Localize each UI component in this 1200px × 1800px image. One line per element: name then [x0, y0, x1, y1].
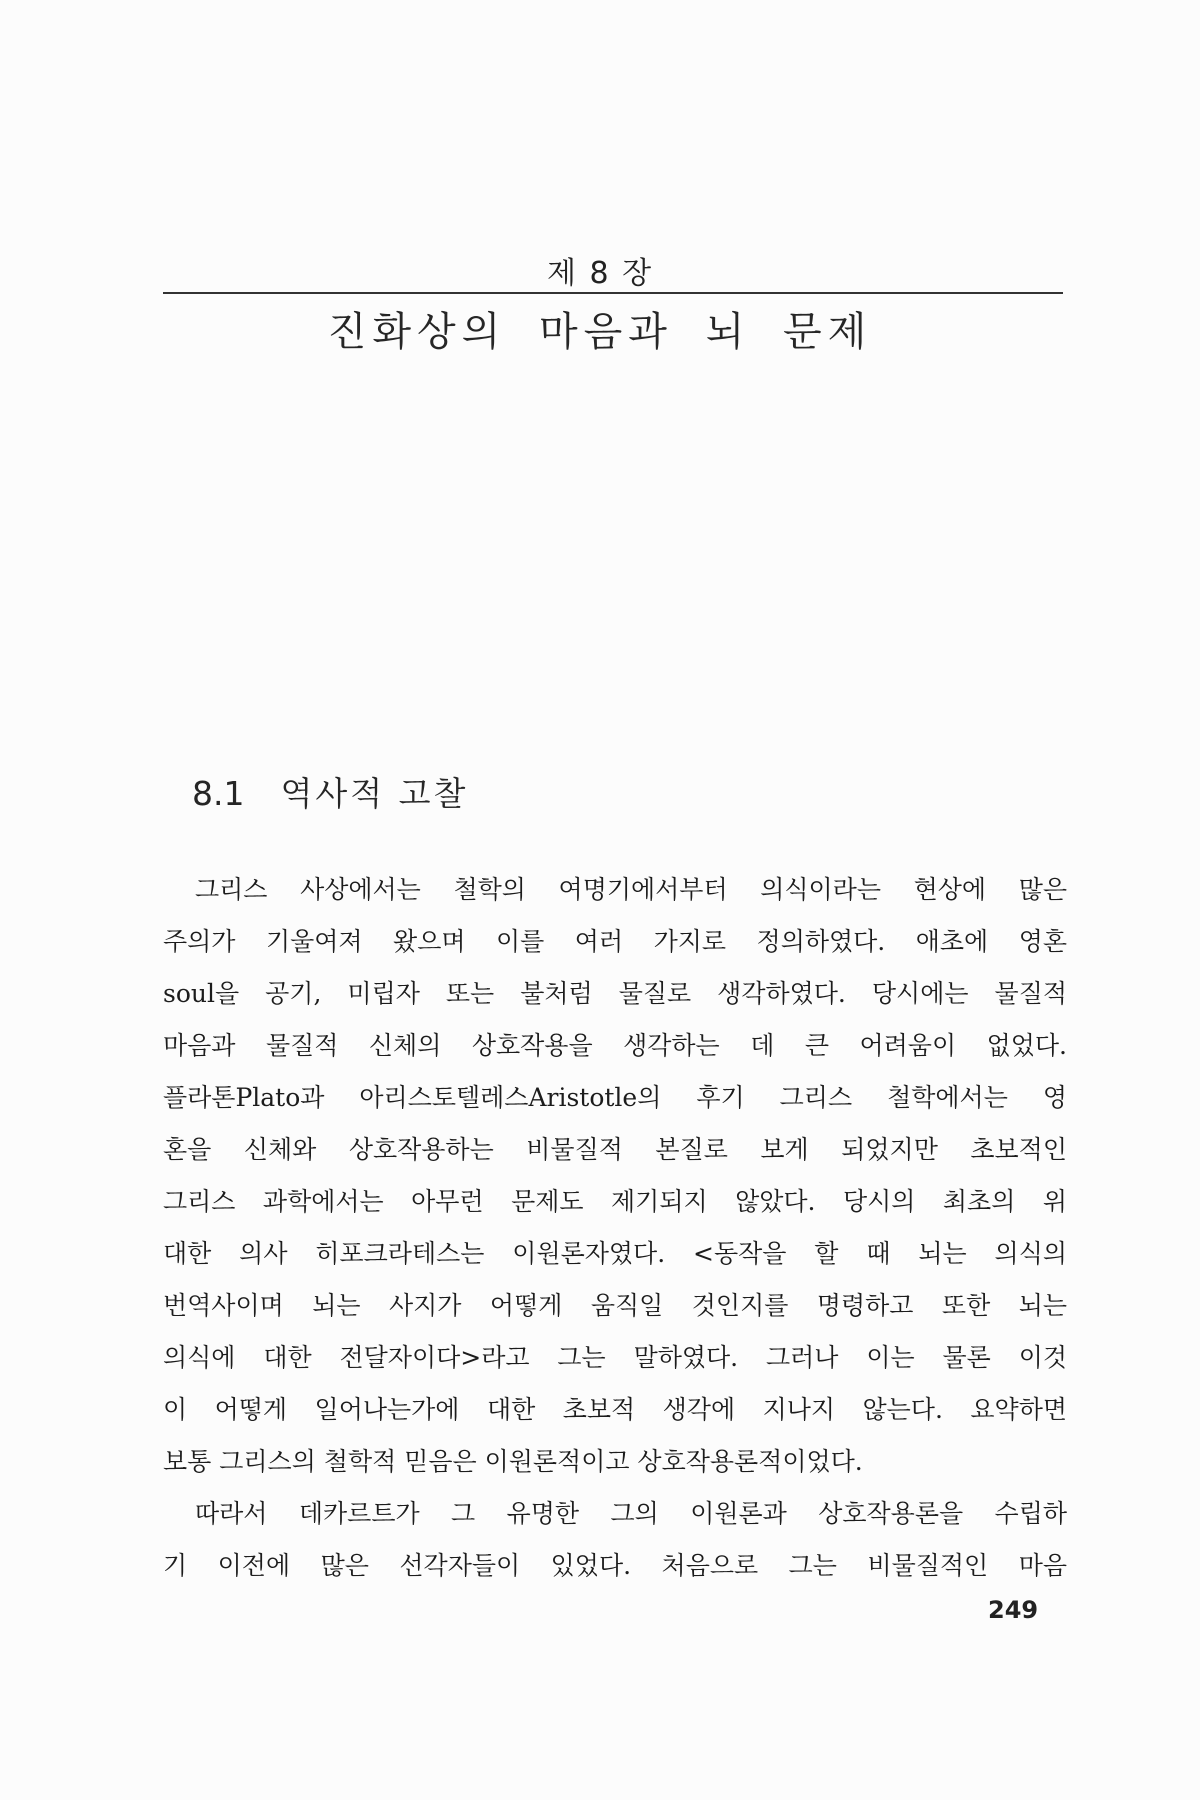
page-number: 249 — [988, 1596, 1039, 1624]
text-line: 마음과 물질적 신체의 상호작용을 생각하는 데 큰 어려움이 없었다. — [163, 1031, 1067, 1060]
chapter-label: 제 8 장 — [546, 256, 654, 291]
text-line: 보통 그리스의 철학적 믿음은 이원론적이고 상호작용론적이었다. — [163, 1447, 863, 1476]
text-line: 대한 의사 히포크라테스는 이원론자였다. <동작을 할 때 뇌는 의식의 — [163, 1239, 1067, 1268]
text-line: 플라톤Plato과 아리스토텔레스Aristotle의 후기 그리스 철학에서는 영 — [163, 1083, 1067, 1112]
text-line: 의식에 대한 전달자이다>라고 그는 말하였다. 그러나 이는 물론 이것 — [163, 1343, 1067, 1372]
section-heading — [192, 768, 468, 815]
text-line: 그리스 사상에서는 철학의 여명기에서부터 의식이라는 현상에 많은 — [195, 875, 1067, 904]
text-line: 따라서 데카르트가 그 유명한 그의 이원론과 상호작용론을 수립하 — [195, 1499, 1067, 1528]
text-line: 기 이전에 많은 선각자들이 있었다. 처음으로 그는 비물질적인 마음 — [163, 1551, 1067, 1580]
text-line: 혼을 신체와 상호작용하는 비물질적 본질로 보게 되었지만 초보적인 — [163, 1135, 1067, 1164]
text-line: soul을 공기, 미립자 또는 불처럼 물질로 생각하였다. 당시에는 물질적 — [163, 979, 1067, 1008]
text-line: 번역사이며 뇌는 사지가 어떻게 움직일 것인지를 명령하고 또한 뇌는 — [163, 1291, 1067, 1320]
chapter-divider — [163, 292, 1063, 294]
body-text — [163, 864, 1067, 1592]
text-line: 그리스 과학에서는 아무런 문제도 제기되지 않았다. 당시의 최초의 위 — [163, 1187, 1067, 1216]
chapter-title: 진화상의 마음과 뇌 문제 — [327, 309, 873, 355]
section-title: 역사적 고찰 — [280, 774, 469, 813]
section-number: 8.1 — [192, 774, 245, 813]
text-line: 주의가 기울여져 왔으며 이를 여러 가지로 정의하였다. 애초에 영혼 — [163, 927, 1067, 956]
text-line: 이 어떻게 일어나는가에 대한 초보적 생각에 지나지 않는다. 요약하면 — [163, 1395, 1067, 1424]
